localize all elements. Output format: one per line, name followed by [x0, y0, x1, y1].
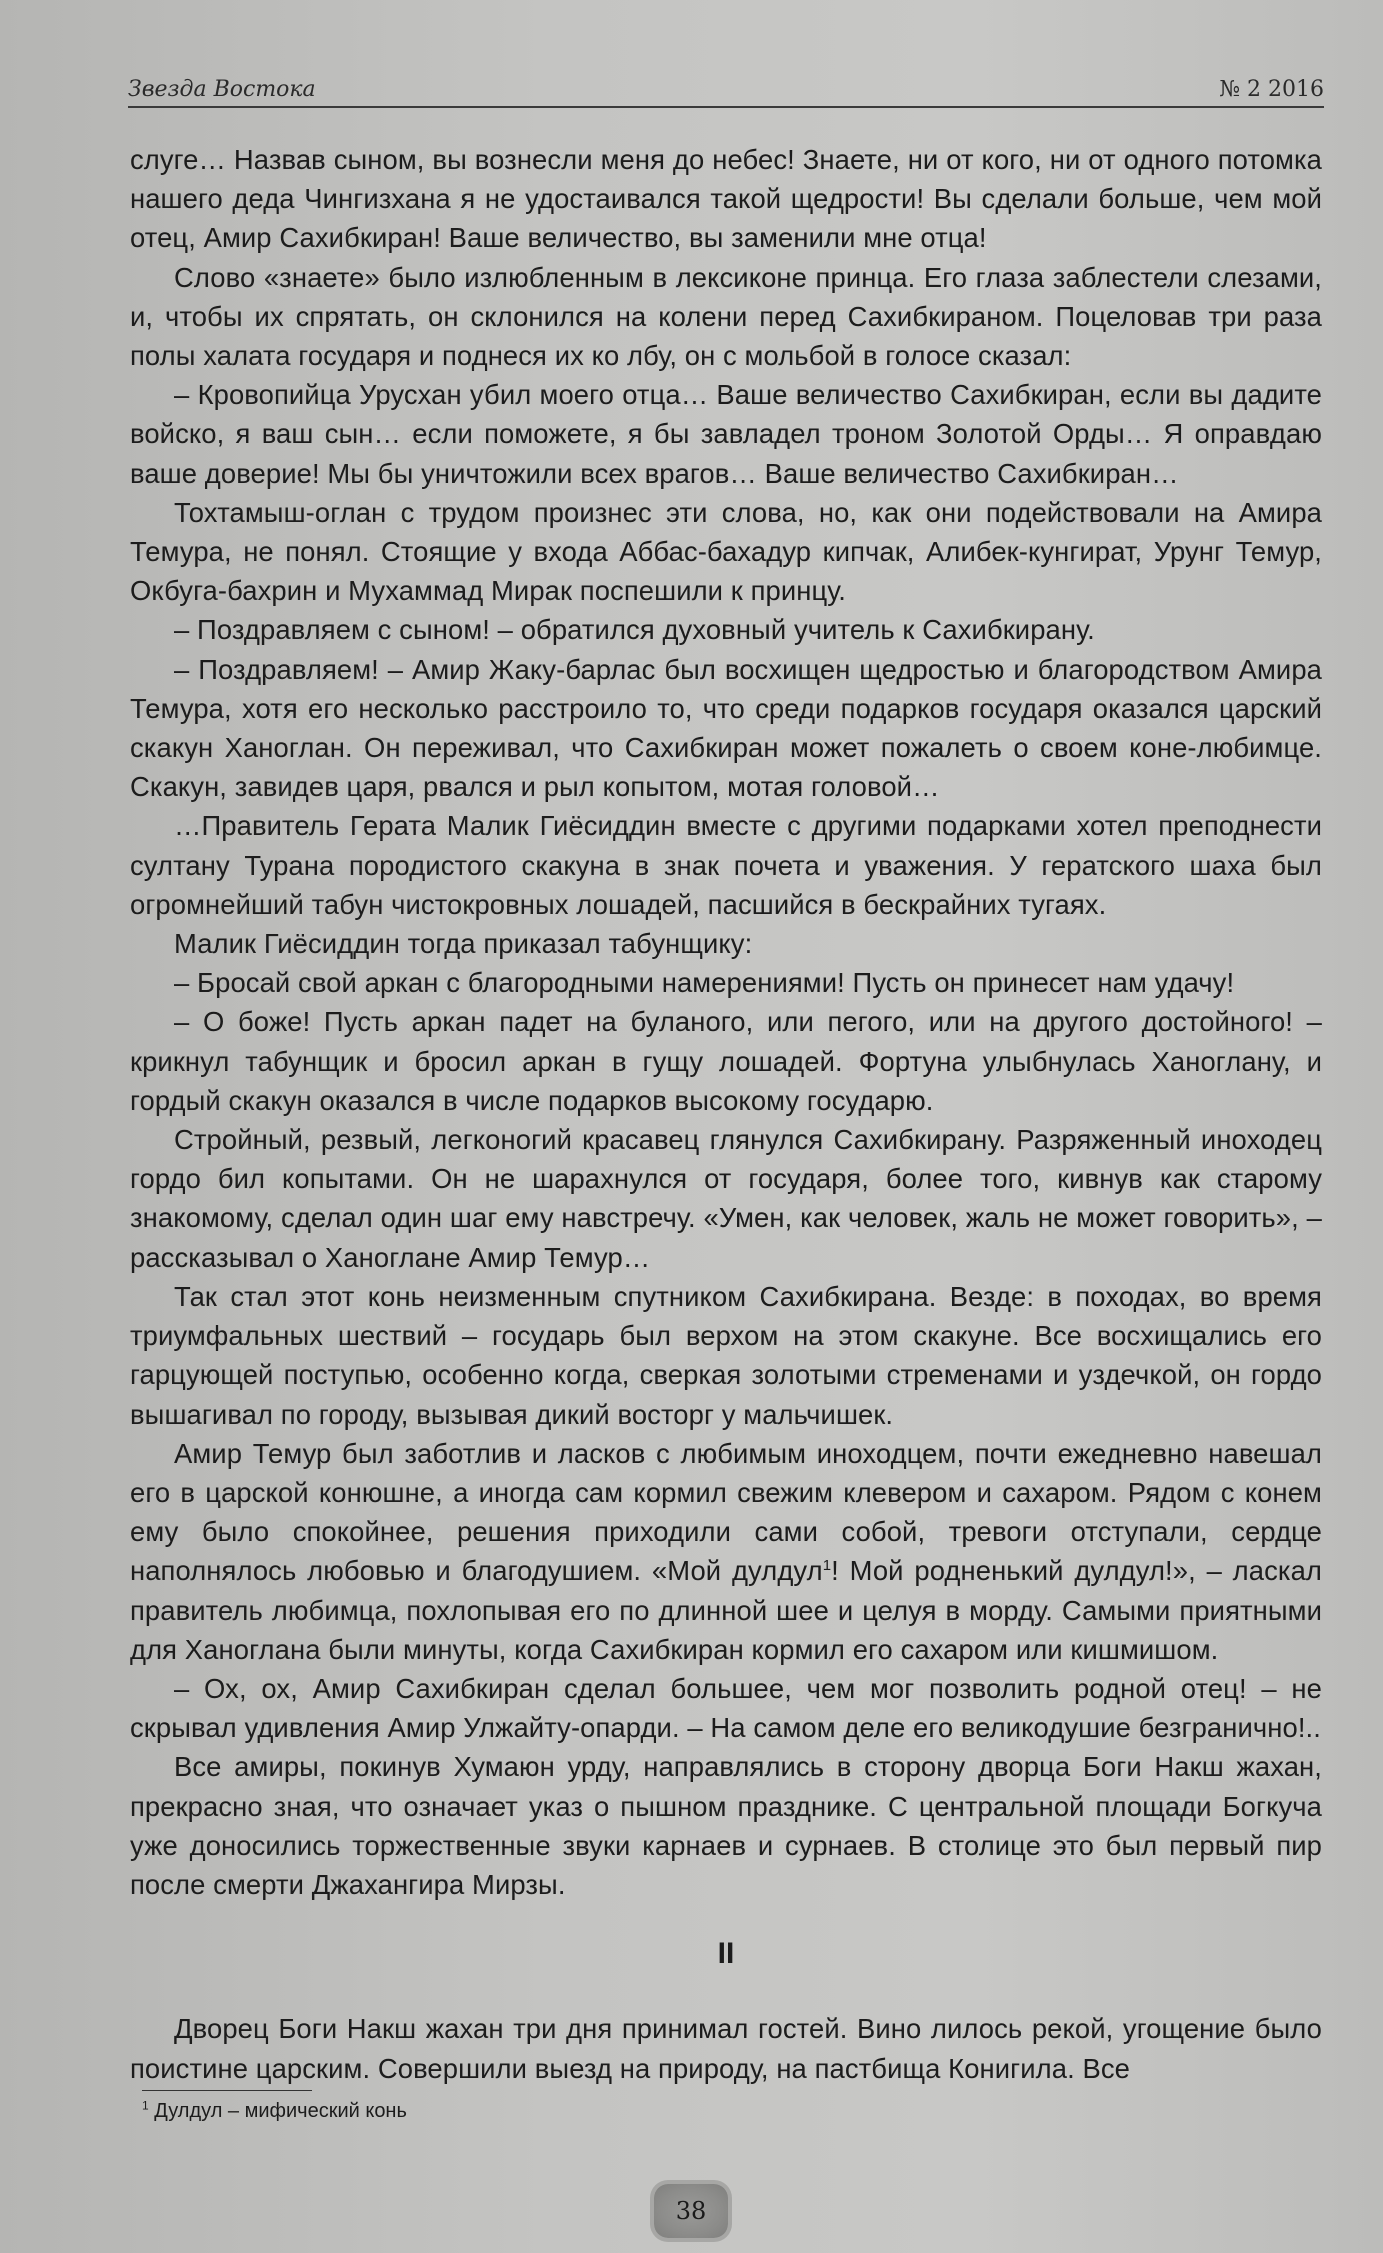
- footnote-divider: [142, 2090, 312, 2091]
- footnote-ref: 1: [822, 1557, 832, 1575]
- paragraph: Малик Гиёсиддин тогда приказал табунщику:: [174, 928, 753, 960]
- paragraph-text: Амир Темур был заботлив и ласков с любимым иноходцем, почти ежедневно навешал его в царской конюшне, а иногда сам кормил свежим клевером и сахаром. Рядом с конем ему было спокойнее, решения приходили сами собой, тревоги отступали, сердце наполнялось любовью и благодушием. «Мой дулдул: [130, 1437, 1322, 1587]
- running-header: [128, 70, 1324, 108]
- paragraph: Тохтамыш-оглан с трудом произнес эти слова, но, как они подействовали на Амира Темура, не понял. Стоящие у входа Аббас-бахадур кипчак, Алибек-кунгират, Урунг Темур, Окбуга-бахрин и Мухаммад Мирак поспешили к принцу.: [130, 496, 1322, 607]
- paragraph: – Поздравляем с сыном! – обратился духовный учитель к Сахибкирану.: [174, 614, 1095, 646]
- section-heading: II: [717, 1937, 735, 1971]
- issue-number: № 2 2016: [1219, 77, 1324, 102]
- paragraph: – Бросай свой аркан с благородными намерениями! Пусть он принесет нам удачу!: [174, 967, 1235, 999]
- paragraph: Стройный, резвый, легконогий красавец глянулся Сахибкирану. Разряженный иноходец гордо бил копытами. Он не шарахнулся от государя, более того, кивнув как старому знакомому, сделал один шаг ему навстречу. «Умен, как человек, жаль не может говорить», – рассказывал о Ханоглане Амир Темур…: [130, 1124, 1322, 1273]
- paragraph: – Поздравляем! – Амир Жаку-барлас был восхищен щедростью и благородством Амира Темура, хотя его несколько расстроило то, что среди подарков государя оказался царский скакун Ханоглан. Он переживал, что Сахибкиран может пожалеть о своем коне-любимце. Скакун, завидев царя, рвался и рыл копытом, мотая головой…: [130, 653, 1322, 803]
- paragraph: слуге… Назвав сыном, вы вознесли меня до небес! Знаете, ни от кого, ни от одного потомка нашего деда Чингизхана я не удостаивался такой щедрости! Вы сделали больше, чем мой отец, Амир Сахибкиран! Ваше величество, вы заменили мне отца!: [130, 144, 1322, 254]
- paragraph: Так стал этот конь неизменным спутником Сахибкирана. Везде: в походах, во время триумфальных шествий – государь был верхом на этом скакуне. Все восхищались его гарцующей поступью, особенно когда, сверкая золотыми стременами и уздечкой, он гордо вышагивал по городу, вызывая дикий восторг у мальчишек.: [130, 1280, 1322, 1430]
- article-body: [130, 140, 1322, 2088]
- paragraph: Слово «знаете» было излюбленным в лексиконе принца. Его глаза заблестели слезами, и, чтобы их спрятать, он склонился на колени перед Сахибкираном. Поцеловав три раза полы халата государя и поднеся их ко лбу, он с мольбой в голосе сказал:: [130, 261, 1322, 372]
- paragraph: Все амиры, покинув Хумаюн урду, направлялись в сторону дворца Боги Накш жахан, прекрасно зная, что означает указ о пышном празднике. С центральной площади Богкуча уже доносились торжественные звуки карнаев и сурнаев. В столице это был первый пир после смерти Джахангира Мирзы.: [130, 1751, 1322, 1900]
- footnote-mark: 1: [142, 2098, 149, 2113]
- footnote-text: Дулдул – мифический конь: [148, 2100, 407, 2122]
- paragraph: – Ох, ох, Амир Сахибкиран сделал большее, чем мог позволить родной отец! – не скрывал удивления Амир Улжайту-опарди. – На самом деле его великодушие безгранично!..: [130, 1672, 1322, 1744]
- page-number: 38: [654, 2184, 728, 2238]
- paragraph: Дворец Боги Накш жахан три дня принимал гостей. Вино лилось рекой, угощение было поистине царским. Совершили выезд на природу, на пастбища Конигила. Все: [130, 2013, 1322, 2084]
- paragraph-text-after: ! Мой родненький дулдул!», – ласкал правитель любимца, похлопывая его по длинной шее и целуя в морду. Самыми приятными для Ханоглана были минуты, когда Сахибкиран кормил его сахаром или кишмишом.: [130, 1555, 1322, 1665]
- paragraph: – Кровопийца Урусхан убил моего отца… Ваше величество Сахибкиран, если вы дадите войско, я ваш сын… если поможете, я бы завладел троном Золотой Орды… Я оправдаю ваше доверие! Мы бы уничтожили всех врагов… Ваше величество Сахибкиран…: [130, 379, 1322, 489]
- journal-title: Звезда Востока: [128, 77, 316, 102]
- paragraph: …Правитель Герата Малик Гиёсиддин вместе с другими подарками хотел преподнести султану Турана породистого скакуна в знак почета и уважения. У гератского шаха был огромнейший табун чистокровных лошадей, пасшийся в бескрайних тугаях.: [130, 810, 1322, 920]
- footnote: [142, 2098, 1042, 2124]
- paragraph-with-footnote: [130, 1434, 1322, 1669]
- paragraph: – О боже! Пусть аркан падет на буланого, или пегого, или на другого достойного! – крикнул табунщик и бросил аркан в гущу лошадей. Фортуна улыбнулась Ханоглану, и гордый скакун оказался в числе подарков высокому государю.: [130, 1006, 1322, 1116]
